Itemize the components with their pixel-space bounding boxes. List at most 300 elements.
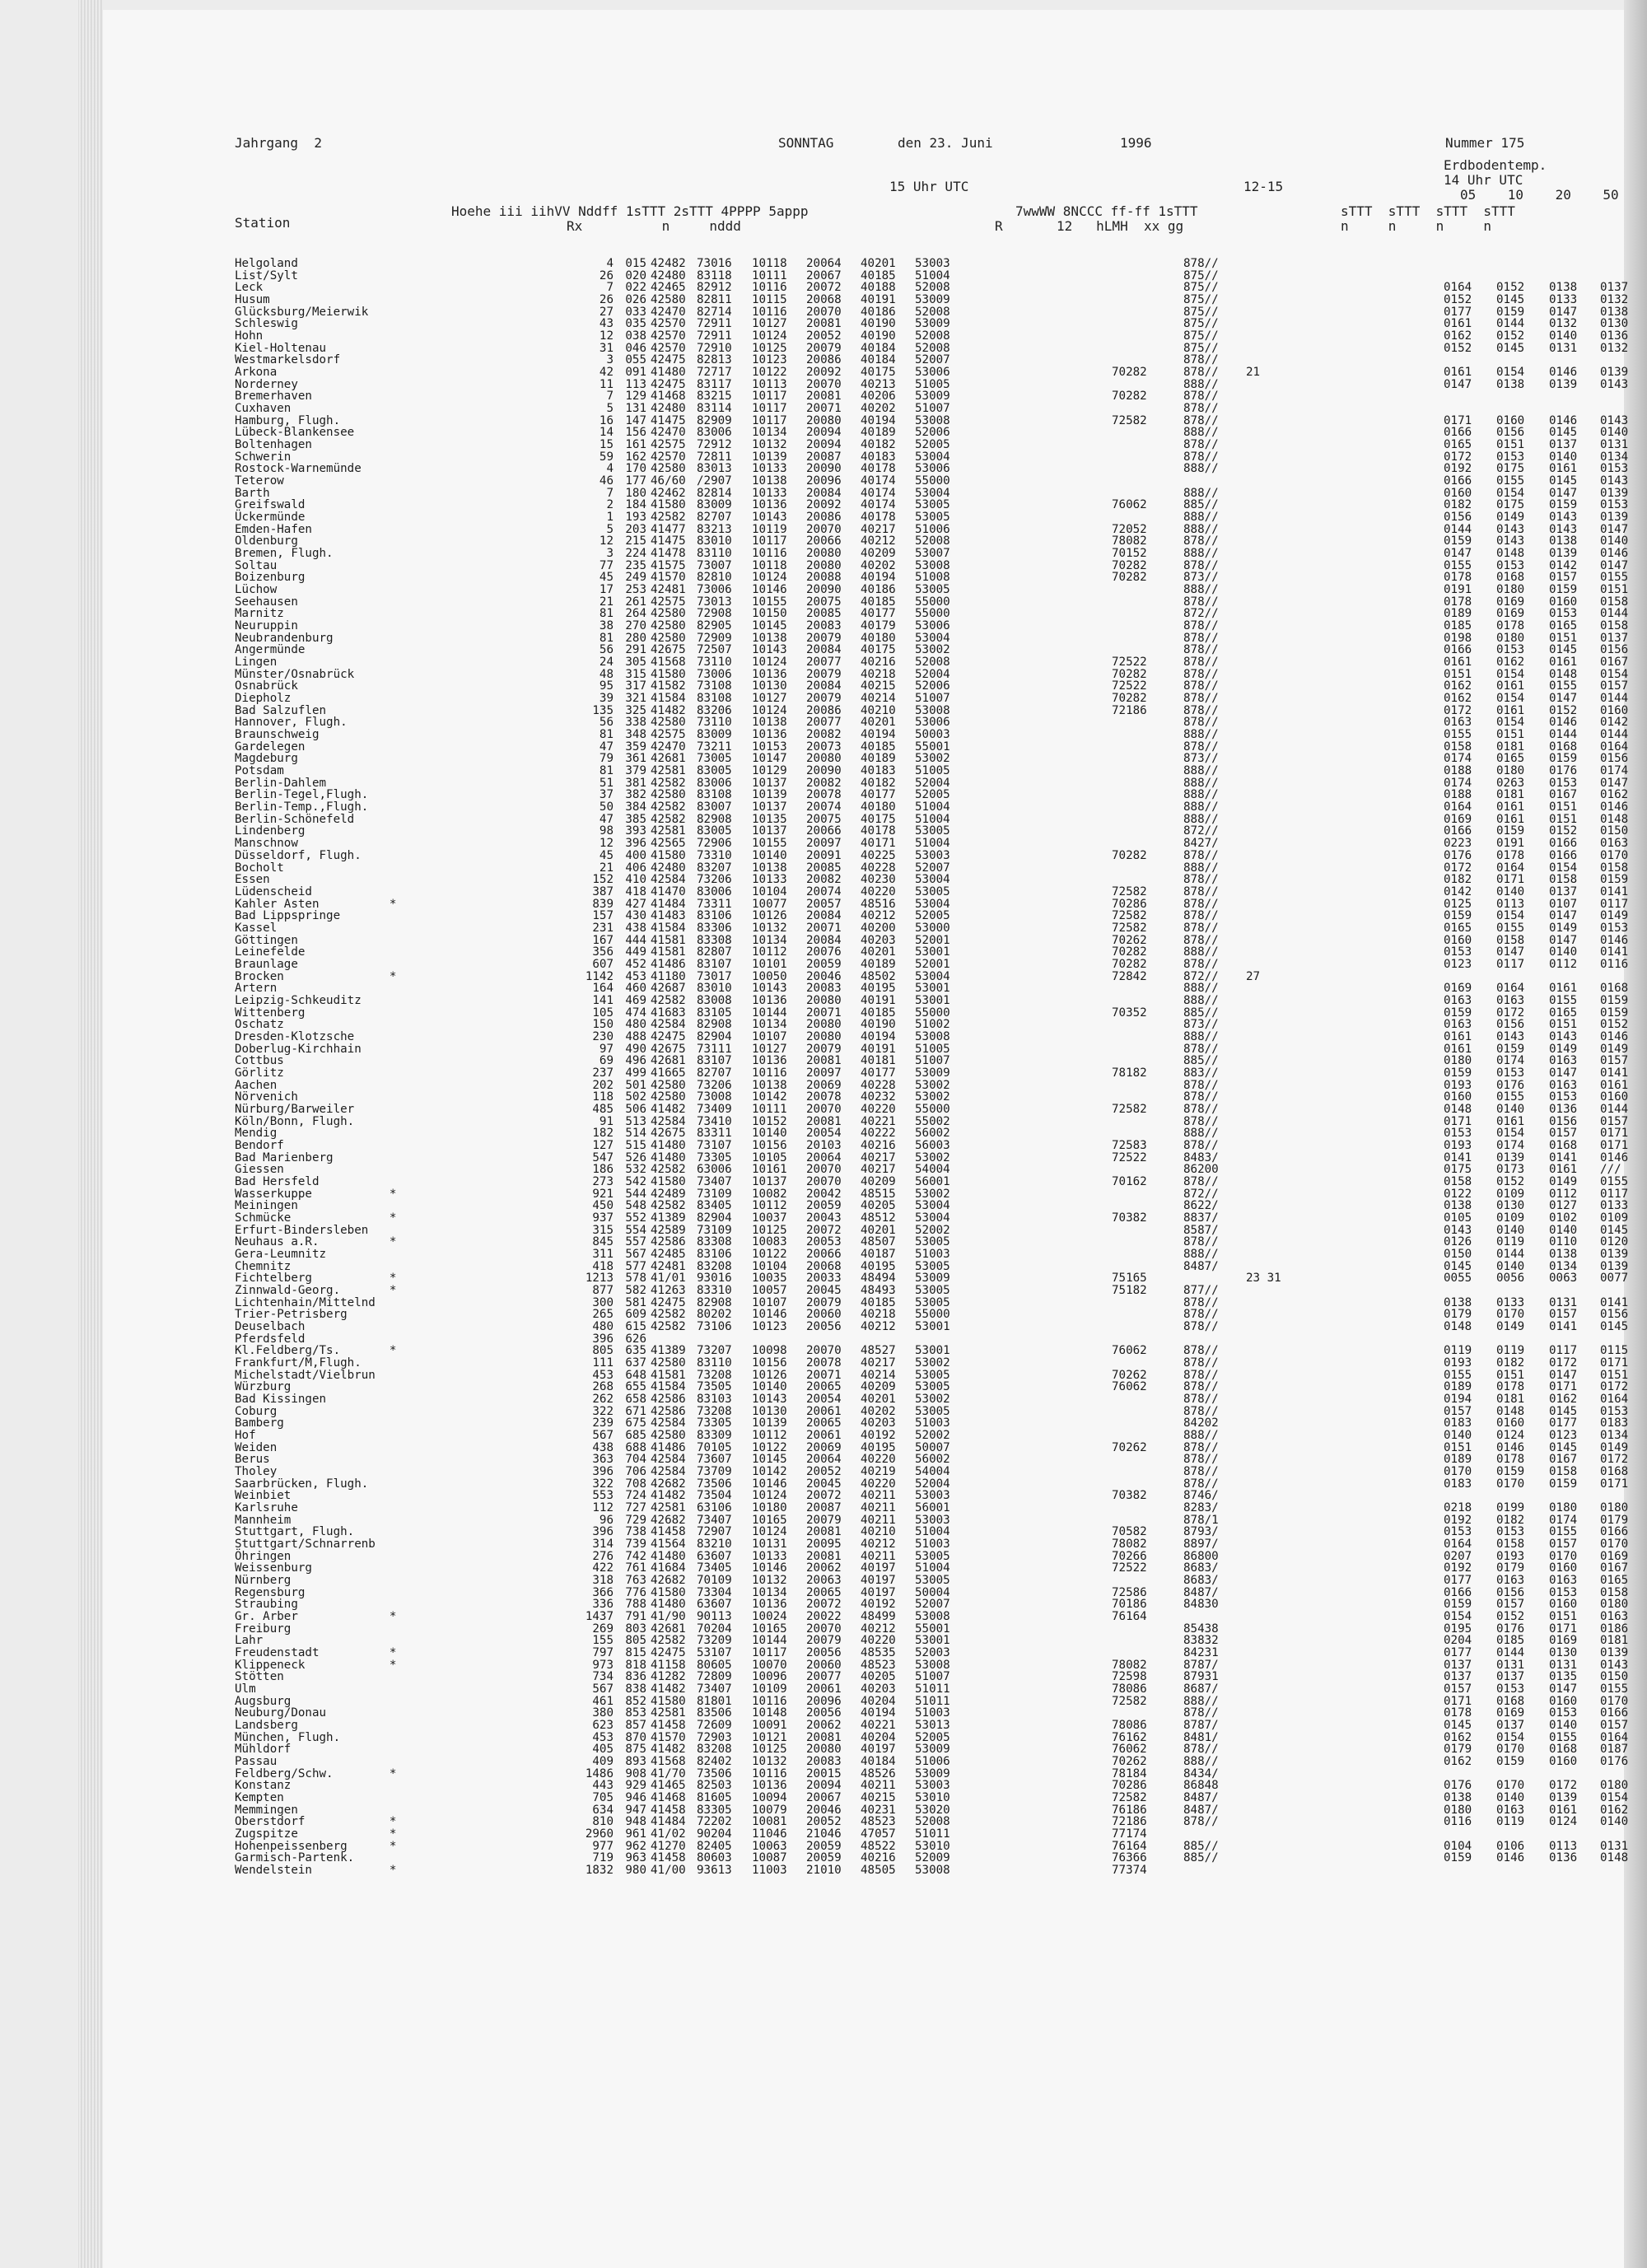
station-index: 147: [625, 413, 646, 427]
tendency-value: 53002: [915, 1090, 950, 1104]
cloud-value: 8787/: [1183, 1658, 1219, 1672]
pressure-value: 40197: [861, 1574, 896, 1588]
table-row: [103, 354, 1624, 366]
soil-20cm-value: 0139: [1549, 377, 1578, 391]
soil-50cm-value: 0144: [1600, 692, 1629, 706]
nddff-value: 73709: [697, 1465, 732, 1478]
soil-10cm-value: 0130: [1496, 1199, 1525, 1213]
nddff-value: 73211: [697, 740, 732, 754]
dewpoint-value: 20103: [806, 1138, 842, 1152]
station-index: 948: [625, 1815, 646, 1829]
station-name: Barth: [235, 486, 270, 500]
tendency-value: 51011: [915, 1827, 950, 1841]
soil-20cm-value: 0137: [1549, 438, 1578, 452]
station-height: 239: [592, 1416, 614, 1430]
station-name: Norderney: [235, 377, 298, 391]
soil-20cm-value: 0107: [1549, 897, 1578, 911]
dewpoint-value: 20073: [806, 740, 842, 754]
soil-50cm-value: 0171: [1600, 1477, 1629, 1491]
soil-10cm-value: 0144: [1496, 317, 1525, 331]
pressure-value: 40203: [861, 1416, 896, 1430]
soil-20cm-value: 0134: [1549, 1259, 1578, 1273]
soil-5cm-value: 0138: [1444, 1199, 1472, 1213]
station-index: 474: [625, 1006, 646, 1020]
nddff-value: 73407: [697, 1174, 732, 1188]
soil-50cm-value: 0116: [1600, 957, 1629, 971]
station-height: 112: [592, 1501, 614, 1514]
station-index: 532: [625, 1163, 646, 1177]
tendency-value: 51011: [915, 1682, 950, 1696]
dewpoint-value: 20080: [806, 1018, 842, 1032]
soil-50cm-value: 0141: [1600, 945, 1629, 959]
soil-5cm-value: 0174: [1444, 752, 1472, 766]
tendency-value: 53009: [915, 1743, 950, 1757]
soil-10cm-value: 0140: [1496, 1102, 1525, 1116]
soil-5cm-value: 0172: [1444, 861, 1472, 875]
soil-50cm-value: 0077: [1600, 1272, 1629, 1286]
dewpoint-value: 20094: [806, 1779, 842, 1793]
table-row: [103, 595, 1629, 609]
temp-value: 10136: [752, 1779, 787, 1793]
soil-5cm-value: 0163: [1444, 716, 1472, 730]
soil-10cm-value: 0163: [1496, 993, 1525, 1007]
tendency-value: 51003: [915, 1416, 950, 1430]
soil-5cm-value: 0122: [1444, 1187, 1472, 1201]
nddff-value: 83305: [697, 1803, 732, 1817]
pressure-value: 40191: [861, 993, 896, 1007]
soil-50cm-value: 0171: [1600, 1356, 1629, 1370]
soil-10cm-value: 0140: [1496, 1259, 1525, 1273]
station-index: 526: [625, 1150, 646, 1164]
soil-10cm-value: 0174: [1496, 1138, 1525, 1152]
station-name: Memmingen: [235, 1803, 298, 1817]
soil-20cm-value: 0153: [1549, 1706, 1578, 1720]
soil-50cm-value: 0187: [1600, 1743, 1629, 1757]
station-name: Zugspitze *: [235, 1827, 397, 1841]
soil-5cm-value: 0160: [1444, 933, 1472, 947]
soil-20cm-value: 0147: [1549, 486, 1578, 500]
nddff-value: 73311: [697, 897, 732, 911]
weather-value: 70186: [1112, 1598, 1147, 1612]
soil-50cm-value: 0144: [1600, 607, 1629, 621]
station-name: Cuxhaven: [235, 402, 292, 416]
nddff-value: 83117: [697, 377, 732, 391]
pressure-value: 40216: [861, 1851, 896, 1865]
station-name: Landsberg: [235, 1719, 298, 1733]
iihvv-value: 42475: [651, 1646, 686, 1660]
station-name: Lindenberg: [235, 824, 306, 838]
station-name: Seehausen: [235, 595, 298, 609]
station-height: 5: [606, 522, 614, 536]
nddff-value: 82811: [697, 293, 732, 306]
soil-20cm-value: 0131: [1549, 1295, 1578, 1309]
station-name: Münster/Osnabrück: [235, 667, 355, 681]
station-height: 24: [599, 656, 614, 670]
station-name: Bremen, Flugh.: [235, 547, 334, 561]
iihvv-value: 41389: [651, 1211, 686, 1225]
soil-5cm-value: 0165: [1444, 438, 1472, 452]
pressure-value: 40211: [861, 1779, 896, 1793]
station-index: 893: [625, 1755, 646, 1769]
tendency-value: 54004: [915, 1465, 950, 1478]
soil-10cm-value: 0161: [1496, 812, 1525, 826]
table-row: [103, 1235, 1629, 1249]
soil-5cm-value: 0192: [1444, 1513, 1472, 1527]
soil-50cm-value: 0179: [1600, 1513, 1629, 1527]
dewpoint-value: 20086: [806, 511, 842, 525]
soil-20cm-value: 0159: [1549, 583, 1578, 597]
soil-5cm-value: 0160: [1444, 1090, 1472, 1104]
soil-10cm-value: 0153: [1496, 1682, 1525, 1696]
nddff-value: 80605: [697, 1658, 732, 1672]
table-row: [103, 1585, 1629, 1599]
station-index: 501: [625, 1078, 646, 1092]
dewpoint-value: 20070: [806, 522, 842, 536]
station-index: 704: [625, 1453, 646, 1467]
pressure-value: 48522: [861, 1839, 896, 1853]
tendency-value: 53005: [915, 884, 950, 898]
station-index: 578: [625, 1272, 646, 1286]
soil-5cm-value: 0189: [1444, 1380, 1472, 1394]
table-row: [103, 1138, 1629, 1152]
weather-value: 70282: [1112, 366, 1147, 380]
dewpoint-value: 20062: [806, 1719, 842, 1733]
tendency-value: 52005: [915, 909, 950, 923]
soil-10cm-value: 0124: [1496, 1428, 1525, 1442]
soil-20cm-value: 0170: [1549, 1549, 1578, 1563]
soil-50cm-value: 0139: [1600, 511, 1629, 525]
tendency-value: 52005: [915, 788, 950, 802]
soil-5cm-value: 0177: [1444, 1646, 1472, 1660]
table-row: [103, 1839, 1629, 1853]
nddff-value: 73206: [697, 873, 732, 887]
pressure-value: 40211: [861, 1501, 896, 1514]
weather-value: 78086: [1112, 1682, 1147, 1696]
soil-50cm-value: 0149: [1600, 1440, 1629, 1454]
pressure-value: 48499: [861, 1610, 896, 1624]
temp-value: 10104: [752, 1259, 787, 1273]
temp-value: 10082: [752, 1187, 787, 1201]
dewpoint-value: 20064: [806, 257, 842, 270]
iihvv-value: 42582: [651, 993, 686, 1007]
nddff-value: 70204: [697, 1622, 732, 1636]
soil-20cm-value: 0160: [1549, 1561, 1578, 1575]
soil-20cm-value: 0151: [1549, 1018, 1578, 1032]
station-index: 648: [625, 1368, 646, 1382]
soil-10cm-value: 0113: [1496, 897, 1525, 911]
cloud-value: 878//: [1183, 390, 1219, 404]
soil-20cm-value: 0144: [1549, 728, 1578, 742]
soil-10cm-value: 0143: [1496, 534, 1525, 548]
soil-20cm-value: 0158: [1549, 873, 1578, 887]
soil-10cm-value: 0153: [1496, 450, 1525, 464]
cloud-value: 878//: [1183, 667, 1219, 681]
station-height: 12: [599, 534, 614, 548]
tendency-value: 52008: [915, 534, 950, 548]
station-index: 317: [625, 679, 646, 693]
soil-50cm-value: 0151: [1600, 1368, 1629, 1382]
table-row: [103, 1646, 1629, 1660]
station-height: 11: [599, 377, 614, 391]
soil-5cm-value: 0147: [1444, 547, 1472, 561]
table-row: [103, 413, 1629, 427]
nddff-value: 63607: [697, 1549, 732, 1563]
temp-value: 10116: [752, 547, 787, 561]
dewpoint-value: 20078: [806, 1356, 842, 1370]
nddff-value: 53107: [697, 1646, 732, 1660]
soil-10cm-value: 0106: [1496, 1839, 1525, 1853]
station-height: 453: [592, 1730, 614, 1744]
table-row: [103, 1477, 1629, 1491]
iihvv-value: 41465: [651, 1779, 686, 1793]
table-row: [103, 1574, 1629, 1588]
iihvv-value: 41480: [651, 1138, 686, 1152]
temp-value: 10116: [752, 305, 787, 319]
station-name: Boizenburg: [235, 571, 306, 585]
iihvv-value: 41581: [651, 933, 686, 947]
pressure-value: 40203: [861, 1682, 896, 1696]
cloud-value: 878//: [1183, 1392, 1219, 1406]
table-row: [103, 957, 1629, 971]
tendency-value: 53008: [915, 1610, 950, 1624]
pressure-value: 40217: [861, 1163, 896, 1177]
nddff-value: 82905: [697, 619, 732, 633]
tendency-value: 52007: [915, 1598, 950, 1612]
nddff-value: 73110: [697, 716, 732, 730]
temp-value: 10119: [752, 522, 787, 536]
station-height: 91: [599, 1114, 614, 1128]
station-height: 547: [592, 1150, 614, 1164]
tendency-value: 53002: [915, 643, 950, 657]
pressure-value: 40216: [861, 1138, 896, 1152]
tendency-value: 51006: [915, 1755, 950, 1769]
iihvv-value: 41389: [651, 1344, 686, 1358]
nddff-value: 83108: [697, 788, 732, 802]
dewpoint-value: 20085: [806, 861, 842, 875]
soil-20cm-value: 0143: [1549, 1029, 1578, 1043]
dewpoint-value: 20066: [806, 1247, 842, 1261]
temp-value: 10057: [752, 1283, 787, 1297]
station-name: Bad Lippspringe: [235, 909, 341, 923]
cloud-value: 878//: [1183, 703, 1219, 717]
soil-10cm-value: 0109: [1496, 1211, 1525, 1225]
nddff-value: 73405: [697, 1561, 732, 1575]
tendency-value: 55000: [915, 607, 950, 621]
pressure-value: 40194: [861, 571, 896, 585]
dewpoint-value: 20065: [806, 1416, 842, 1430]
pressure-value: 40202: [861, 1404, 896, 1418]
soil-10cm-value: 0185: [1496, 1634, 1525, 1648]
soil-20cm-value: 0159: [1549, 1477, 1578, 1491]
dewpoint-value: 20052: [806, 329, 842, 343]
table-row: [103, 1029, 1629, 1043]
temp-value: 10112: [752, 1428, 787, 1442]
weather-value: 70582: [1112, 1525, 1147, 1539]
soil-5cm-value: 0151: [1444, 1440, 1472, 1454]
table-row: [103, 390, 1624, 402]
station-name: Gr. Arber *: [235, 1610, 397, 1624]
soil-5cm-value: 0157: [1444, 1682, 1472, 1696]
station-index: 870: [625, 1730, 646, 1744]
station-index: 156: [625, 426, 646, 440]
soil-10cm-value: 0140: [1496, 1791, 1525, 1805]
station-index: 815: [625, 1646, 646, 1660]
station-name: Arkona: [235, 366, 278, 380]
temp-value: 10107: [752, 1295, 787, 1309]
station-name: Stuttgart/Schnarrenb: [235, 1538, 376, 1552]
nddff-value: 82909: [697, 413, 732, 427]
pressure-value: 40220: [861, 884, 896, 898]
station-index: 908: [625, 1766, 646, 1780]
soil-5cm-value: 0185: [1444, 619, 1472, 633]
temp-value: 10117: [752, 1646, 787, 1660]
nddff-value: 72911: [697, 317, 732, 331]
tendency-value: 56002: [915, 1127, 950, 1141]
station-index: 325: [625, 703, 646, 717]
pressure-value: 40217: [861, 1356, 896, 1370]
station-name: Michelstadt/Vielbrun: [235, 1368, 376, 1382]
soil-5cm-value: 0164: [1444, 800, 1472, 814]
station-name: Oberstdorf *: [235, 1815, 397, 1829]
soil-20cm-value: 0160: [1549, 1694, 1578, 1708]
tendency-value: 53002: [915, 1150, 950, 1164]
tendency-value: 55001: [915, 1622, 950, 1636]
station-name: Glücksburg/Meierwik: [235, 305, 369, 319]
pressure-value: 40183: [861, 450, 896, 464]
nddff-value: 73410: [697, 1114, 732, 1128]
tendency-value: 53009: [915, 390, 950, 404]
station-index: 384: [625, 800, 646, 814]
soil-20cm-value: 0149: [1549, 921, 1578, 935]
dewpoint-value: 20080: [806, 752, 842, 766]
soil-10cm-value: 0109: [1496, 1187, 1525, 1201]
cloud-value: 878//: [1183, 1440, 1219, 1454]
soil-50cm-value: 0132: [1600, 293, 1629, 306]
nddff-value: 80202: [697, 1308, 732, 1322]
station-name: Wendelstein *: [235, 1864, 397, 1878]
table-row: [103, 1803, 1629, 1817]
cloud-value: 8427/: [1183, 837, 1219, 851]
cloud-value: 878//: [1183, 558, 1219, 572]
dewpoint-value: 20078: [806, 788, 842, 802]
temp-value: 10081: [752, 1815, 787, 1829]
temp-value: 10118: [752, 257, 787, 270]
station-index: 215: [625, 534, 646, 548]
iihvv-value: 42580: [651, 293, 686, 306]
temp-value: 10127: [752, 317, 787, 331]
iihvv-value: 42581: [651, 1706, 686, 1720]
nddff-value: 82707: [697, 511, 732, 525]
iihvv-value: 41584: [651, 692, 686, 706]
cloud-value: 878//: [1183, 1114, 1219, 1128]
soil-10cm-value: 0140: [1496, 884, 1525, 898]
soil-10cm-value: 0148: [1496, 547, 1525, 561]
soil-20cm-value: 0063: [1549, 1272, 1578, 1286]
station-name: Leck: [235, 281, 264, 295]
soil-20cm-value: 0139: [1549, 547, 1578, 561]
station-height: 26: [599, 293, 614, 306]
iihvv-value: 41570: [651, 1730, 686, 1744]
temp-value: 10123: [752, 353, 787, 367]
cloud-value: 878//: [1183, 1174, 1219, 1188]
weather-value: 70152: [1112, 547, 1147, 561]
station-name: Berlin-Tegel,Flugh.: [235, 788, 369, 802]
dewpoint-value: 20079: [806, 1295, 842, 1309]
station-name: Nürburg/Barweiler: [235, 1102, 355, 1116]
soil-10cm-value: 0155: [1496, 474, 1525, 488]
soil-10cm-value: 0170: [1496, 1308, 1525, 1322]
dewpoint-value: 20090: [806, 764, 842, 778]
dewpoint-value: 20059: [806, 1199, 842, 1213]
nddff-value: 72906: [697, 837, 732, 851]
tendency-value: 53001: [915, 993, 950, 1007]
soil-columns-subheader: n n n n: [1341, 218, 1492, 234]
tendency-value: 53003: [915, 257, 950, 270]
soil-50cm-value: 0141: [1600, 1295, 1629, 1309]
table-row: [103, 329, 1629, 343]
station-height: 265: [592, 1308, 614, 1322]
soil-5cm-value: 0170: [1444, 1465, 1472, 1478]
nddff-value: 63607: [697, 1598, 732, 1612]
station-index: 577: [625, 1259, 646, 1273]
soil-5cm-value: 0180: [1444, 1803, 1472, 1817]
temp-value: 10104: [752, 884, 787, 898]
temp-value: 10096: [752, 1670, 787, 1684]
soil-5cm-value: 0162: [1444, 329, 1472, 343]
temp-value: 10115: [752, 293, 787, 306]
period-label: 12-15: [1243, 179, 1284, 194]
station-name: Teterow: [235, 474, 284, 488]
cloud-value: 888//: [1183, 776, 1219, 790]
cloud-value: 8787/: [1183, 1719, 1219, 1733]
iihvv-value: 41/01: [651, 1272, 686, 1286]
nddff-value: 73208: [697, 1368, 732, 1382]
soil-5cm-value: 0159: [1444, 1066, 1472, 1080]
nddff-value: 73208: [697, 1404, 732, 1418]
weather-value: 78082: [1112, 1538, 1147, 1552]
cloud-value: 878//: [1183, 1477, 1219, 1491]
soil-10cm-value: 0178: [1496, 848, 1525, 862]
soil-20cm-value: 0141: [1549, 1150, 1578, 1164]
soil-10cm-value: 0155: [1496, 921, 1525, 935]
soil-50cm-value: 0186: [1600, 1622, 1629, 1636]
station-height: 95: [599, 679, 614, 693]
table-row: [103, 1622, 1629, 1636]
table-row: [103, 776, 1629, 790]
soil-20cm-value: 0152: [1549, 824, 1578, 838]
soil-10cm-value: 0137: [1496, 1719, 1525, 1733]
soil-5cm-value: 0172: [1444, 450, 1472, 464]
station-name: Schmücke *: [235, 1211, 397, 1225]
temp-value: 10130: [752, 1404, 787, 1418]
temp-value: 10143: [752, 643, 787, 657]
soil-50cm-value: 0168: [1600, 982, 1629, 996]
table-row: [103, 1610, 1629, 1624]
tendency-value: 50003: [915, 728, 950, 742]
dewpoint-value: 20082: [806, 776, 842, 790]
soil-20cm-value: 0158: [1549, 1465, 1578, 1478]
iihvv-value: 42580: [651, 1356, 686, 1370]
tendency-value: 53004: [915, 897, 950, 911]
iihvv-value: 41477: [651, 522, 686, 536]
table-row: [103, 945, 1629, 959]
dewpoint-value: 20080: [806, 413, 842, 427]
temp-value: 10107: [752, 1029, 787, 1043]
station-height: 164: [592, 982, 614, 996]
table-row: [103, 848, 1629, 862]
soil-50cm-value: 0147: [1600, 558, 1629, 572]
nddff-value: 90113: [697, 1610, 732, 1624]
